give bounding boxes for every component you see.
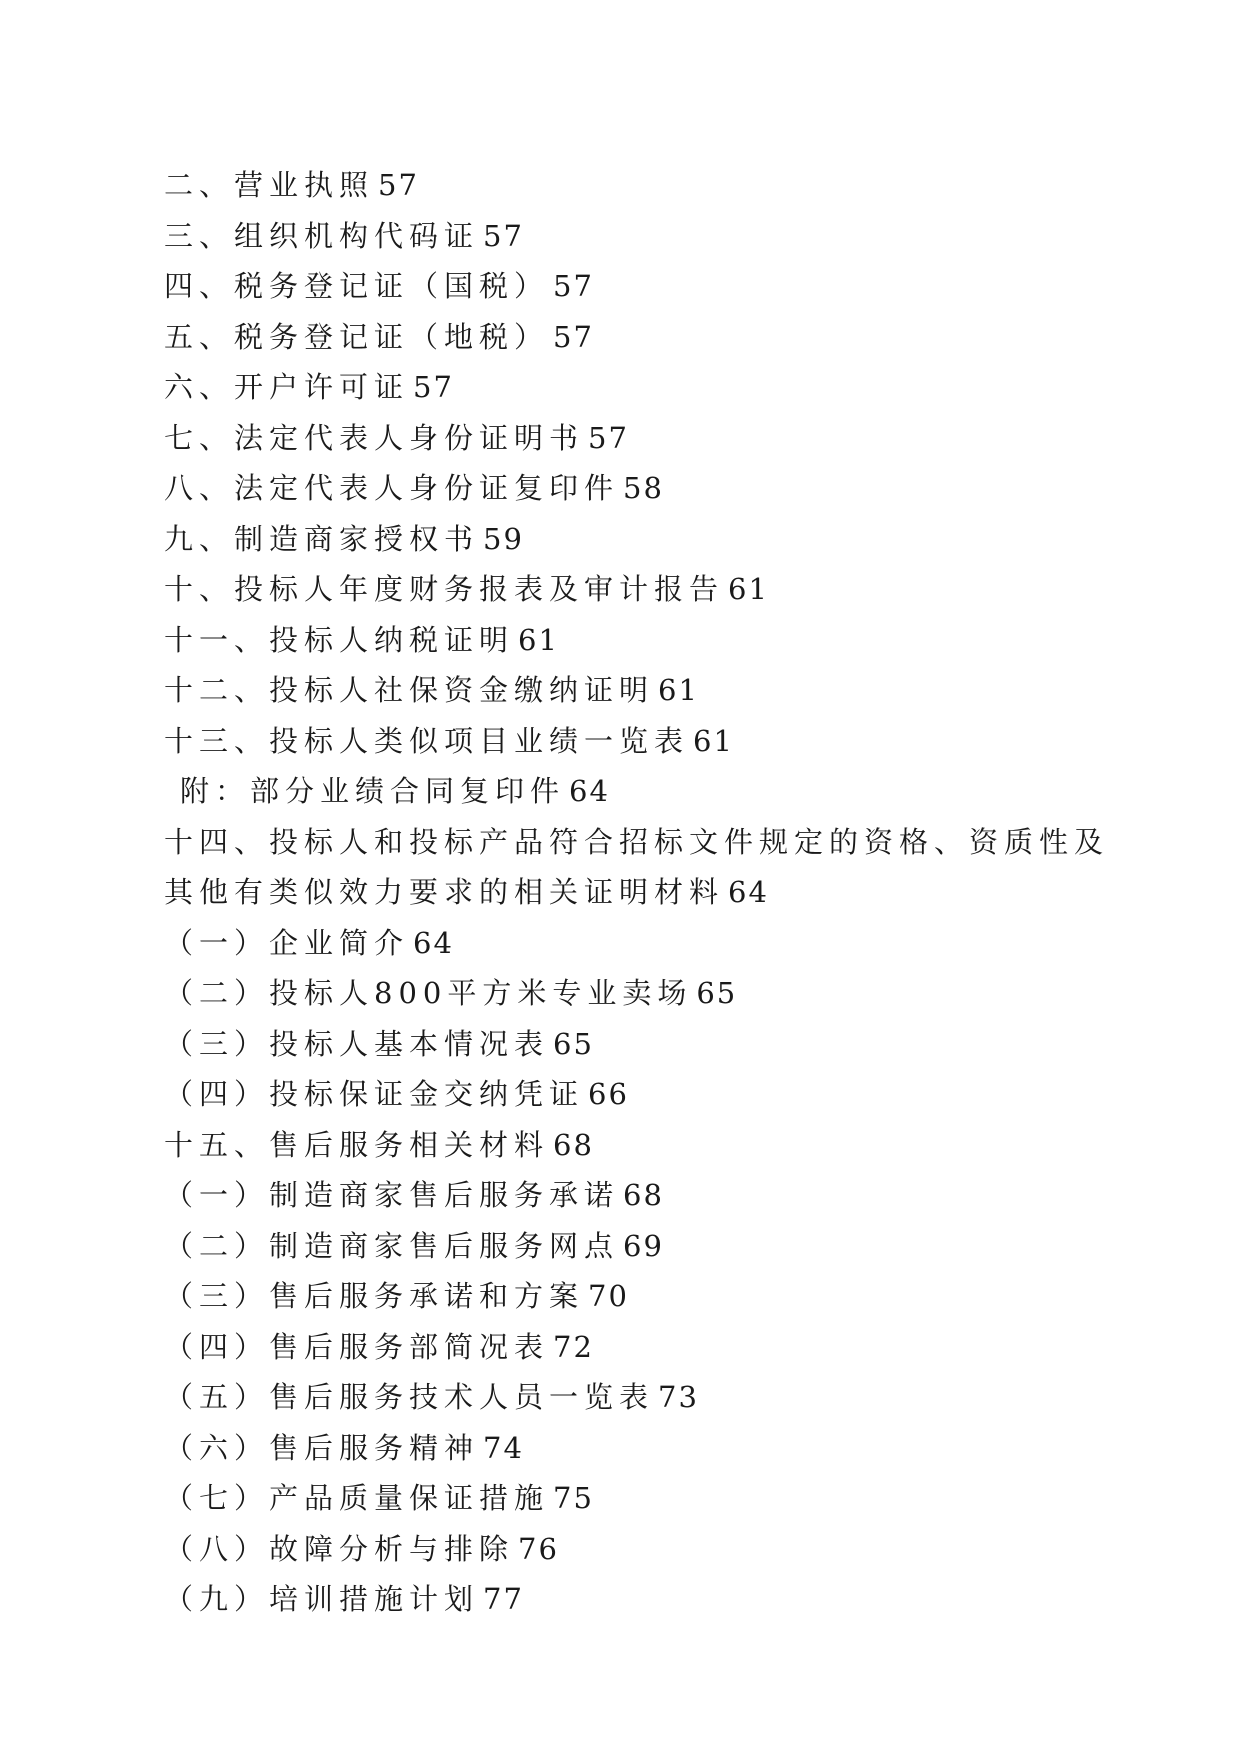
toc-entry-page: 61	[658, 673, 699, 707]
toc-entry-title: （二）投标人800平方米专业卖场	[164, 976, 693, 1010]
toc-entry-page: 66	[588, 1077, 629, 1111]
toc-entry-title: （四）投标保证金交纳凭证	[164, 1077, 585, 1111]
toc-entry-page: 58	[623, 471, 664, 505]
toc-entry-title: 十三、投标人类似项目业绩一览表	[164, 723, 690, 758]
toc-entry-page: 65	[553, 1026, 594, 1061]
toc-entry-page: 68	[553, 1127, 594, 1162]
toc-entry-page: 61	[518, 622, 559, 657]
toc-entry-title: 八、法定代表人身份证复印件	[164, 471, 620, 505]
toc-entry	[164, 1221, 1124, 1272]
toc-entry	[164, 261, 1124, 312]
toc-entry-page: 61	[728, 572, 769, 606]
toc-entry-page: 61	[693, 723, 734, 758]
toc-entry	[164, 968, 1124, 1019]
toc-entry-title: （四）售后服务部简况表	[164, 1329, 550, 1364]
toc-entry-title: 五、税务登记证（地税）	[164, 319, 550, 354]
toc-entry	[164, 766, 1124, 817]
toc-entry-title: 三、组织机构代码证	[164, 218, 480, 253]
toc-entry	[164, 312, 1124, 363]
toc-entry-page: 69	[623, 1228, 664, 1263]
toc-entry-page: 64	[728, 875, 769, 909]
toc-entry	[164, 1019, 1124, 1070]
toc-entry-title: 十四、投标人和投标产品符合招标文件规定的资格、资质性及其他有类似效力要求的相关证明材料	[164, 824, 1110, 909]
toc-entry-page: 68	[623, 1178, 664, 1212]
toc-entry	[164, 1170, 1124, 1221]
toc-entry-title: 十二、投标人社保资金缴纳证明	[164, 673, 655, 707]
toc-entry-page: 77	[483, 1582, 524, 1616]
toc-entry-title: （一）企业简介	[164, 925, 410, 960]
toc-entry	[164, 716, 1124, 767]
toc-entry	[164, 1120, 1124, 1171]
toc-entry-page: 74	[483, 1430, 524, 1465]
toc-entry-title: 十一、投标人纳税证明	[164, 622, 515, 657]
toc-entry-title: 七、法定代表人身份证明书	[164, 420, 585, 455]
toc-entry	[164, 817, 1124, 918]
toc-entry-page: 57	[588, 420, 629, 455]
toc-entry-page: 57	[378, 168, 419, 202]
toc-entry	[164, 615, 1124, 666]
toc-entry	[164, 918, 1124, 969]
toc-entry	[164, 160, 1124, 211]
toc-entry-page: 65	[696, 976, 738, 1010]
toc-entry-title: 二、营业执照	[164, 168, 375, 202]
toc-entry-title: （九）培训措施计划	[164, 1582, 480, 1616]
toc-entry	[164, 1574, 1124, 1625]
toc-entry-title: （六）售后服务精神	[164, 1430, 480, 1465]
toc-entry-title: （一）制造商家售后服务承诺	[164, 1178, 620, 1212]
toc-entry	[164, 1271, 1124, 1322]
toc-entry-page: 72	[553, 1329, 594, 1364]
toc-entry-title: 十、投标人年度财务报表及审计报告	[164, 572, 725, 606]
toc-entry-title: 四、税务登记证（国税）	[164, 269, 550, 303]
toc-entry	[164, 1069, 1124, 1120]
toc-entry-page: 64	[569, 774, 610, 808]
toc-entry-title: （七）产品质量保证措施	[164, 1481, 550, 1515]
toc-entry-title: 九、制造商家授权书	[164, 521, 480, 556]
table-of-contents	[164, 160, 1124, 1625]
toc-entry-page: 57	[553, 269, 594, 303]
toc-entry-page: 73	[658, 1380, 699, 1414]
toc-entry	[164, 211, 1124, 262]
toc-entry	[164, 665, 1124, 716]
toc-entry-page: 57	[553, 319, 594, 354]
toc-entry	[164, 1473, 1124, 1524]
toc-entry-title: 附：部分业绩合同复印件	[180, 774, 566, 808]
toc-entry-page: 75	[553, 1481, 594, 1515]
toc-entry-page: 70	[588, 1279, 629, 1313]
toc-entry-title: （三）售后服务承诺和方案	[164, 1279, 585, 1313]
toc-entry-title: （五）售后服务技术人员一览表	[164, 1380, 655, 1414]
toc-entry-title: （八）故障分析与排除	[164, 1531, 515, 1566]
toc-entry	[164, 1322, 1124, 1373]
toc-entry-page: 59	[483, 521, 524, 556]
toc-entry	[164, 564, 1124, 615]
toc-entry-page: 57	[413, 370, 454, 404]
toc-entry-title: 六、开户许可证	[164, 370, 410, 404]
toc-entry	[164, 463, 1124, 514]
toc-entry-title: （三）投标人基本情况表	[164, 1026, 550, 1061]
toc-entry	[164, 1372, 1124, 1423]
toc-entry-title: （二）制造商家售后服务网点	[164, 1228, 620, 1263]
toc-entry-page: 64	[413, 925, 454, 960]
toc-entry-title: 十五、售后服务相关材料	[164, 1127, 550, 1162]
toc-entry	[164, 1524, 1124, 1575]
toc-entry	[164, 362, 1124, 413]
toc-entry	[164, 413, 1124, 464]
toc-entry-page: 57	[483, 218, 524, 253]
toc-entry	[164, 514, 1124, 565]
toc-entry-page: 76	[518, 1531, 559, 1566]
toc-entry	[164, 1423, 1124, 1474]
